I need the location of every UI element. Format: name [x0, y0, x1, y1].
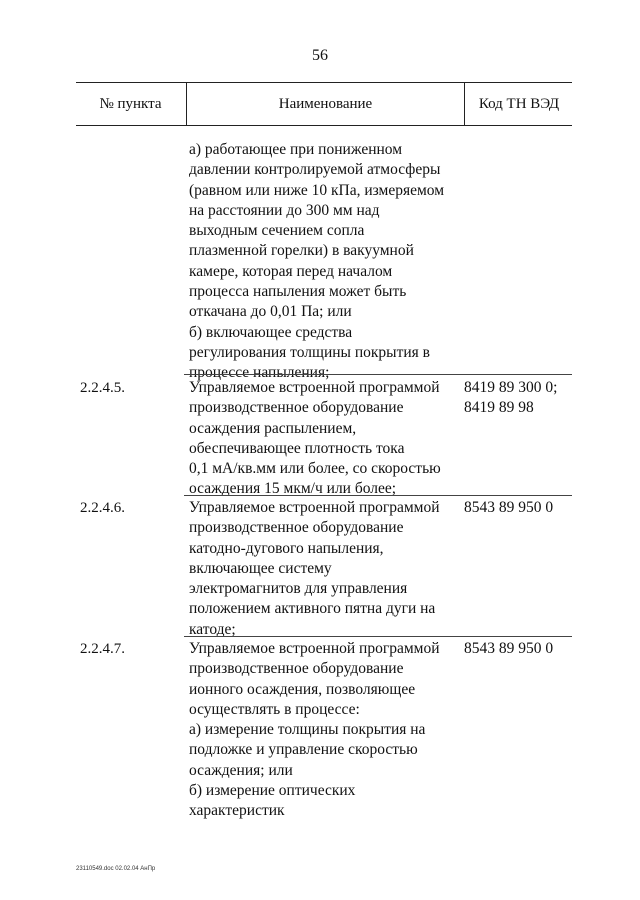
row-separator	[184, 495, 572, 496]
item-name: Управляемое встроенной программой производственное оборудование катодно-дугового напыления, включающее систему электромагнитов для управления положением активного пятна дуги на катоде;	[189, 499, 440, 638]
item-code: 8419 89 300 0; 8419 89 98	[464, 379, 558, 417]
item-name: Управляемое встроенной программой производственное оборудование ионного осаждения, позволяющее осуществлять в процессе: а) измерение толщины покрытия на подложке и управление скоростью осаждения; или б) измерение оптических характеристик	[189, 640, 440, 820]
continuation-text: а) работающее при пониженном давлении контролируемой атмосферы (равном или ниже 10 кПа, измеряемом на расстоянии до 300 мм над выходным сечением сопла плазменной горелки) в вакуумной камере, которая перед началом процесса напыления может быть откачана до 0,01 Па; или б) включающее средства регулирования толщины покрытия в процессе напыления;	[189, 141, 445, 382]
header-name: Наименование	[186, 83, 464, 125]
header-code: Код ТН ВЭД	[464, 83, 573, 125]
row-separator	[184, 636, 572, 637]
item-code: 8543 89 950 0	[464, 499, 554, 516]
item-code: 8543 89 950 0	[464, 640, 554, 657]
item-number: 2.2.4.7.	[80, 641, 125, 657]
header-item-number: № пункта	[99, 96, 162, 112]
row-separator	[184, 374, 572, 375]
page-number: 56	[312, 47, 328, 64]
item-name: Управляемое встроенной программой производственное оборудование осаждения распылением, обеспечивающее плотность тока 0,1 мА/кв.мм или более, со скоростью осаждения 15 мкм/ч или более;	[189, 379, 441, 498]
item-number: 2.2.4.6.	[80, 500, 125, 516]
document-footer: 23110549.doc 02.02.04 АнПр	[76, 866, 156, 872]
table-header	[76, 82, 572, 126]
item-number: 2.2.4.5.	[80, 380, 125, 396]
